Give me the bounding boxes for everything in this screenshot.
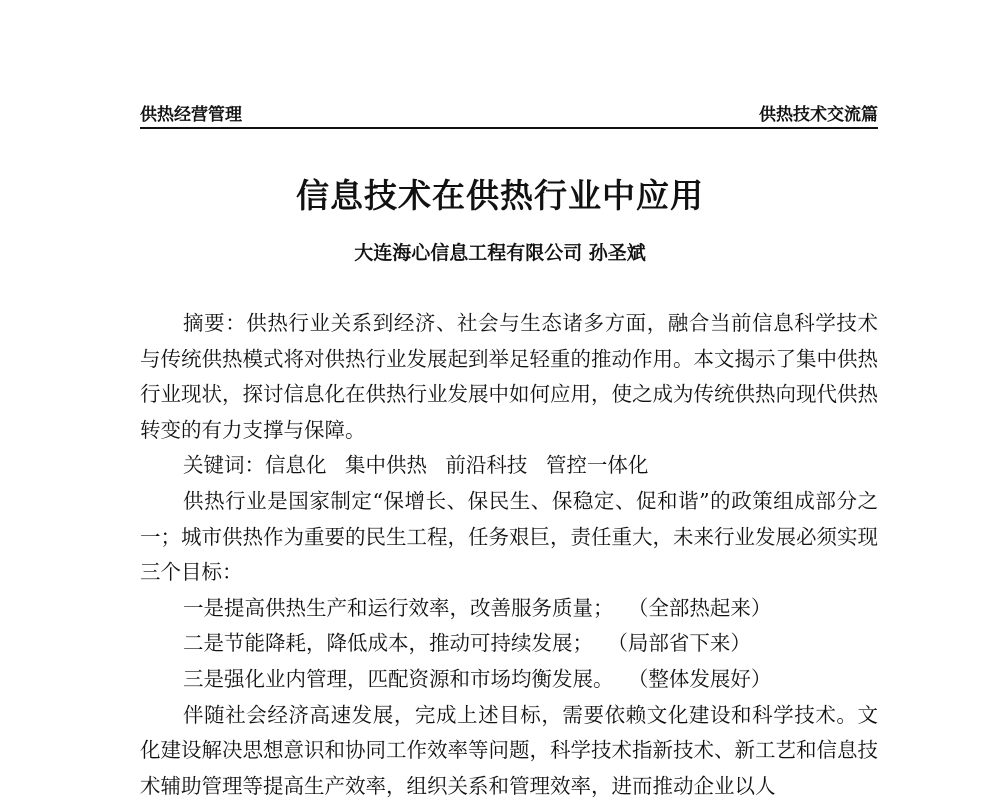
paragraph: 供热行业是国家制定“保增长、保民生、保稳定、促和谐”的政策组成部分之一；城市供热作为重要的民生工程，任务艰巨，责任重大，未来行业发展必须实现三个目标： <box>140 488 878 585</box>
keyword: 管控一体化 <box>545 453 649 478</box>
header-section-right: 供热技术交流篇 <box>759 105 878 125</box>
goal-item <box>140 626 878 662</box>
goal-text: 三是强化业内管理，匹配资源和市场均衡发展。 <box>183 666 614 691</box>
keyword: 集中供热 <box>344 453 427 478</box>
goal-text: 一是提高供热生产和运行效率，改善服务质量； <box>183 595 614 620</box>
goal-note: （局部省下来） <box>617 631 751 656</box>
paragraph: 伴随社会经济高速发展，完成上述目标，需要依赖文化建设和科学技术。文化建设解决思想意识和协同工作效率等问题，科学技术指新技术、新工艺和信息技术辅助管理等提高生产效率，组织关系和管理效率，进而推动企业以人 <box>140 702 878 798</box>
header-section-left: 供热经营管理 <box>140 105 242 125</box>
goal-note: （全部热起来） <box>638 595 772 620</box>
running-header <box>140 100 878 129</box>
keywords-label: 关键词： <box>183 453 266 478</box>
keyword: 信息化 <box>265 453 327 478</box>
keywords <box>140 448 878 484</box>
goal-item <box>140 591 878 627</box>
keyword: 前沿科技 <box>445 453 528 478</box>
goal-item <box>140 662 878 698</box>
abstract: 摘要：供热行业关系到经济、社会与生态诸多方面，融合当前信息科学技术与传统供热模式将对供热行业发展起到举足轻重的推动作用。本文揭示了集中供热行业现状，探讨信息化在供热行业发展中如何应用，使之成为传统供热向现代供热转变的有力支撑与保障。 <box>140 311 878 442</box>
article-body <box>140 306 878 804</box>
article-title: 信息技术在供热行业中应用 <box>296 176 704 215</box>
article-author: 大连海心信息工程有限公司 孙圣斌 <box>354 242 646 264</box>
goal-note: （整体发展好） <box>638 666 772 691</box>
goal-text: 二是节能降耗，降低成本，推动可持续发展； <box>183 631 594 656</box>
